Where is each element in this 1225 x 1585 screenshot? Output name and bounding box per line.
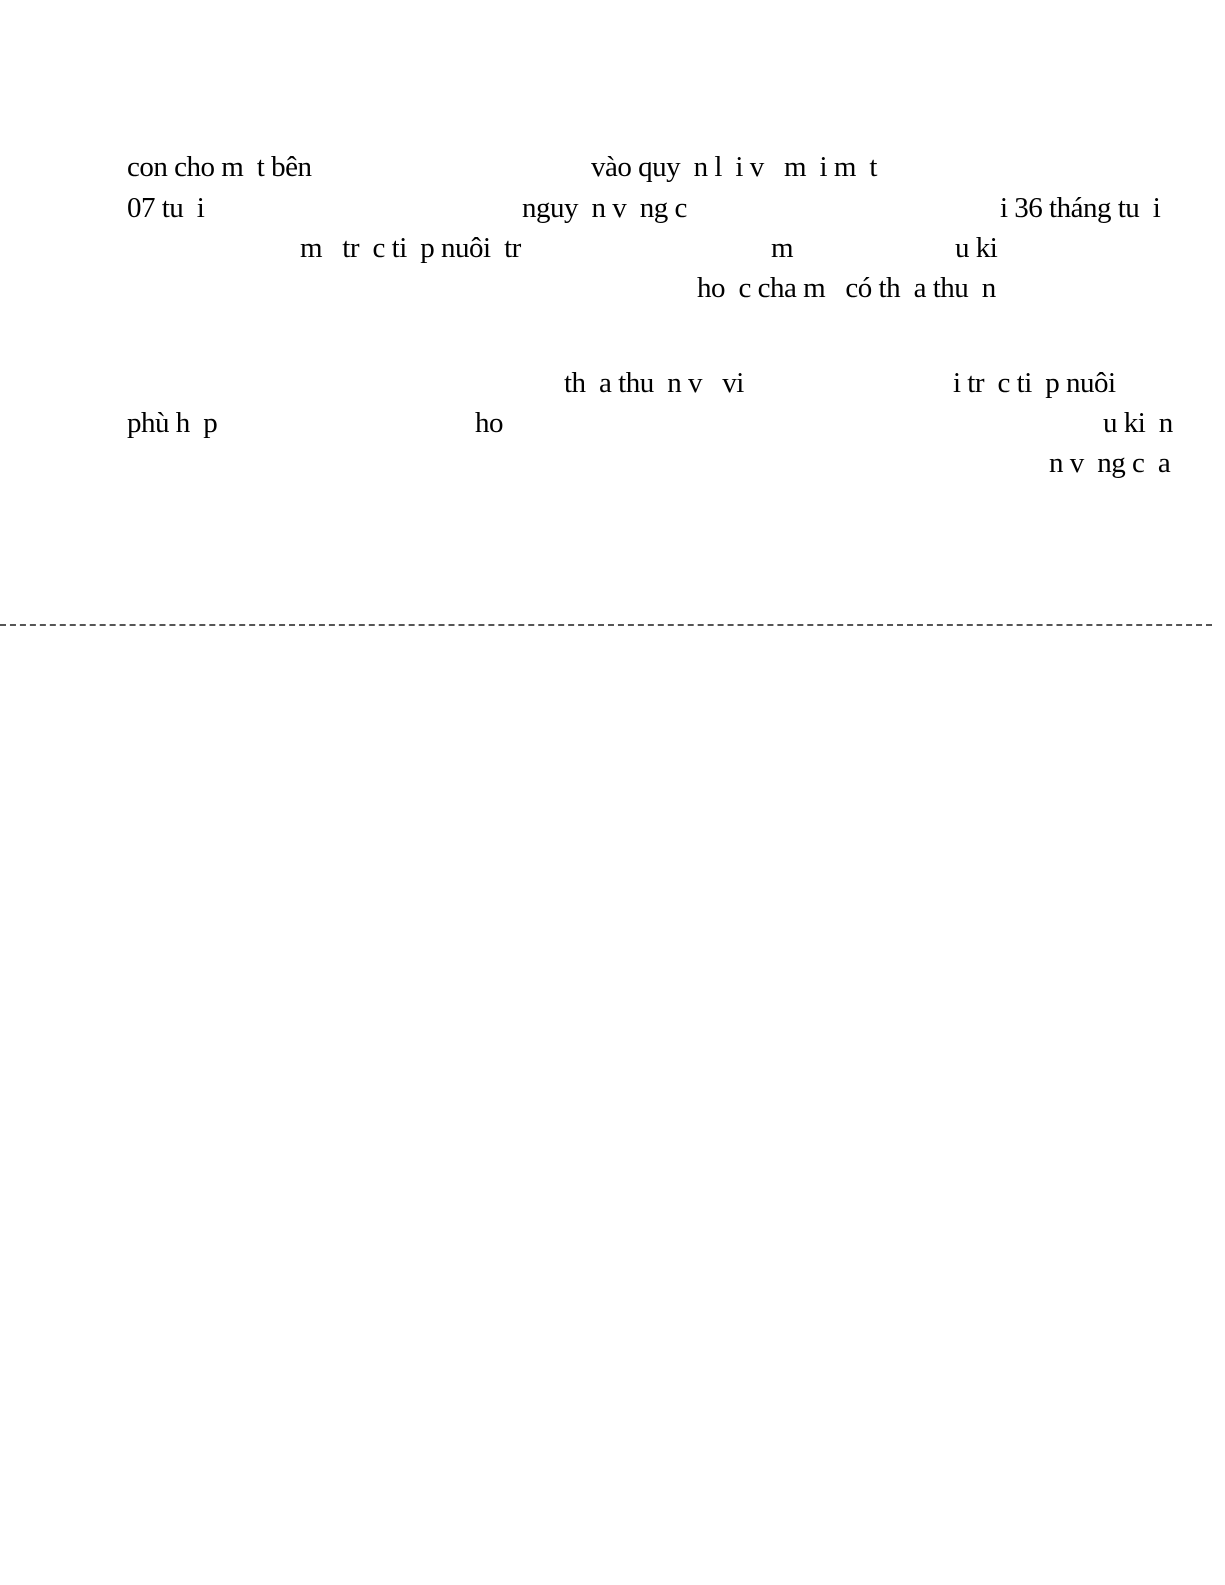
p2-line1-fragment-b: i tr c ti p nuôi (953, 367, 1116, 399)
p1-line2-fragment-a: 07 tu i (127, 192, 205, 224)
p1-line1-fragment-a: con cho m t bên (127, 151, 312, 183)
p1-line1-fragment-b: vào quy n l i v m i m t (591, 151, 877, 183)
p1-line3-fragment-b: m (771, 232, 794, 264)
page-separator-rule (0, 624, 1212, 626)
p1-line3-fragment-c: u ki (955, 232, 998, 264)
p2-line3-fragment-a: n v ng c a (1049, 447, 1171, 479)
p2-line2-fragment-b: ho (475, 407, 503, 439)
p2-line1-fragment-a: th a thu n v vi (564, 367, 744, 399)
p1-line2-fragment-c: i 36 tháng tu i (1000, 192, 1161, 224)
p2-line2-fragment-c: u ki n (1103, 407, 1173, 439)
p1-line4-fragment-a: ho c cha m có th a thu n (697, 272, 996, 304)
p1-line3-fragment-a: m tr c ti p nuôi tr (300, 232, 521, 264)
p2-line2-fragment-a: phù h p (127, 407, 218, 439)
p1-line2-fragment-b: nguy n v ng c (522, 192, 687, 224)
